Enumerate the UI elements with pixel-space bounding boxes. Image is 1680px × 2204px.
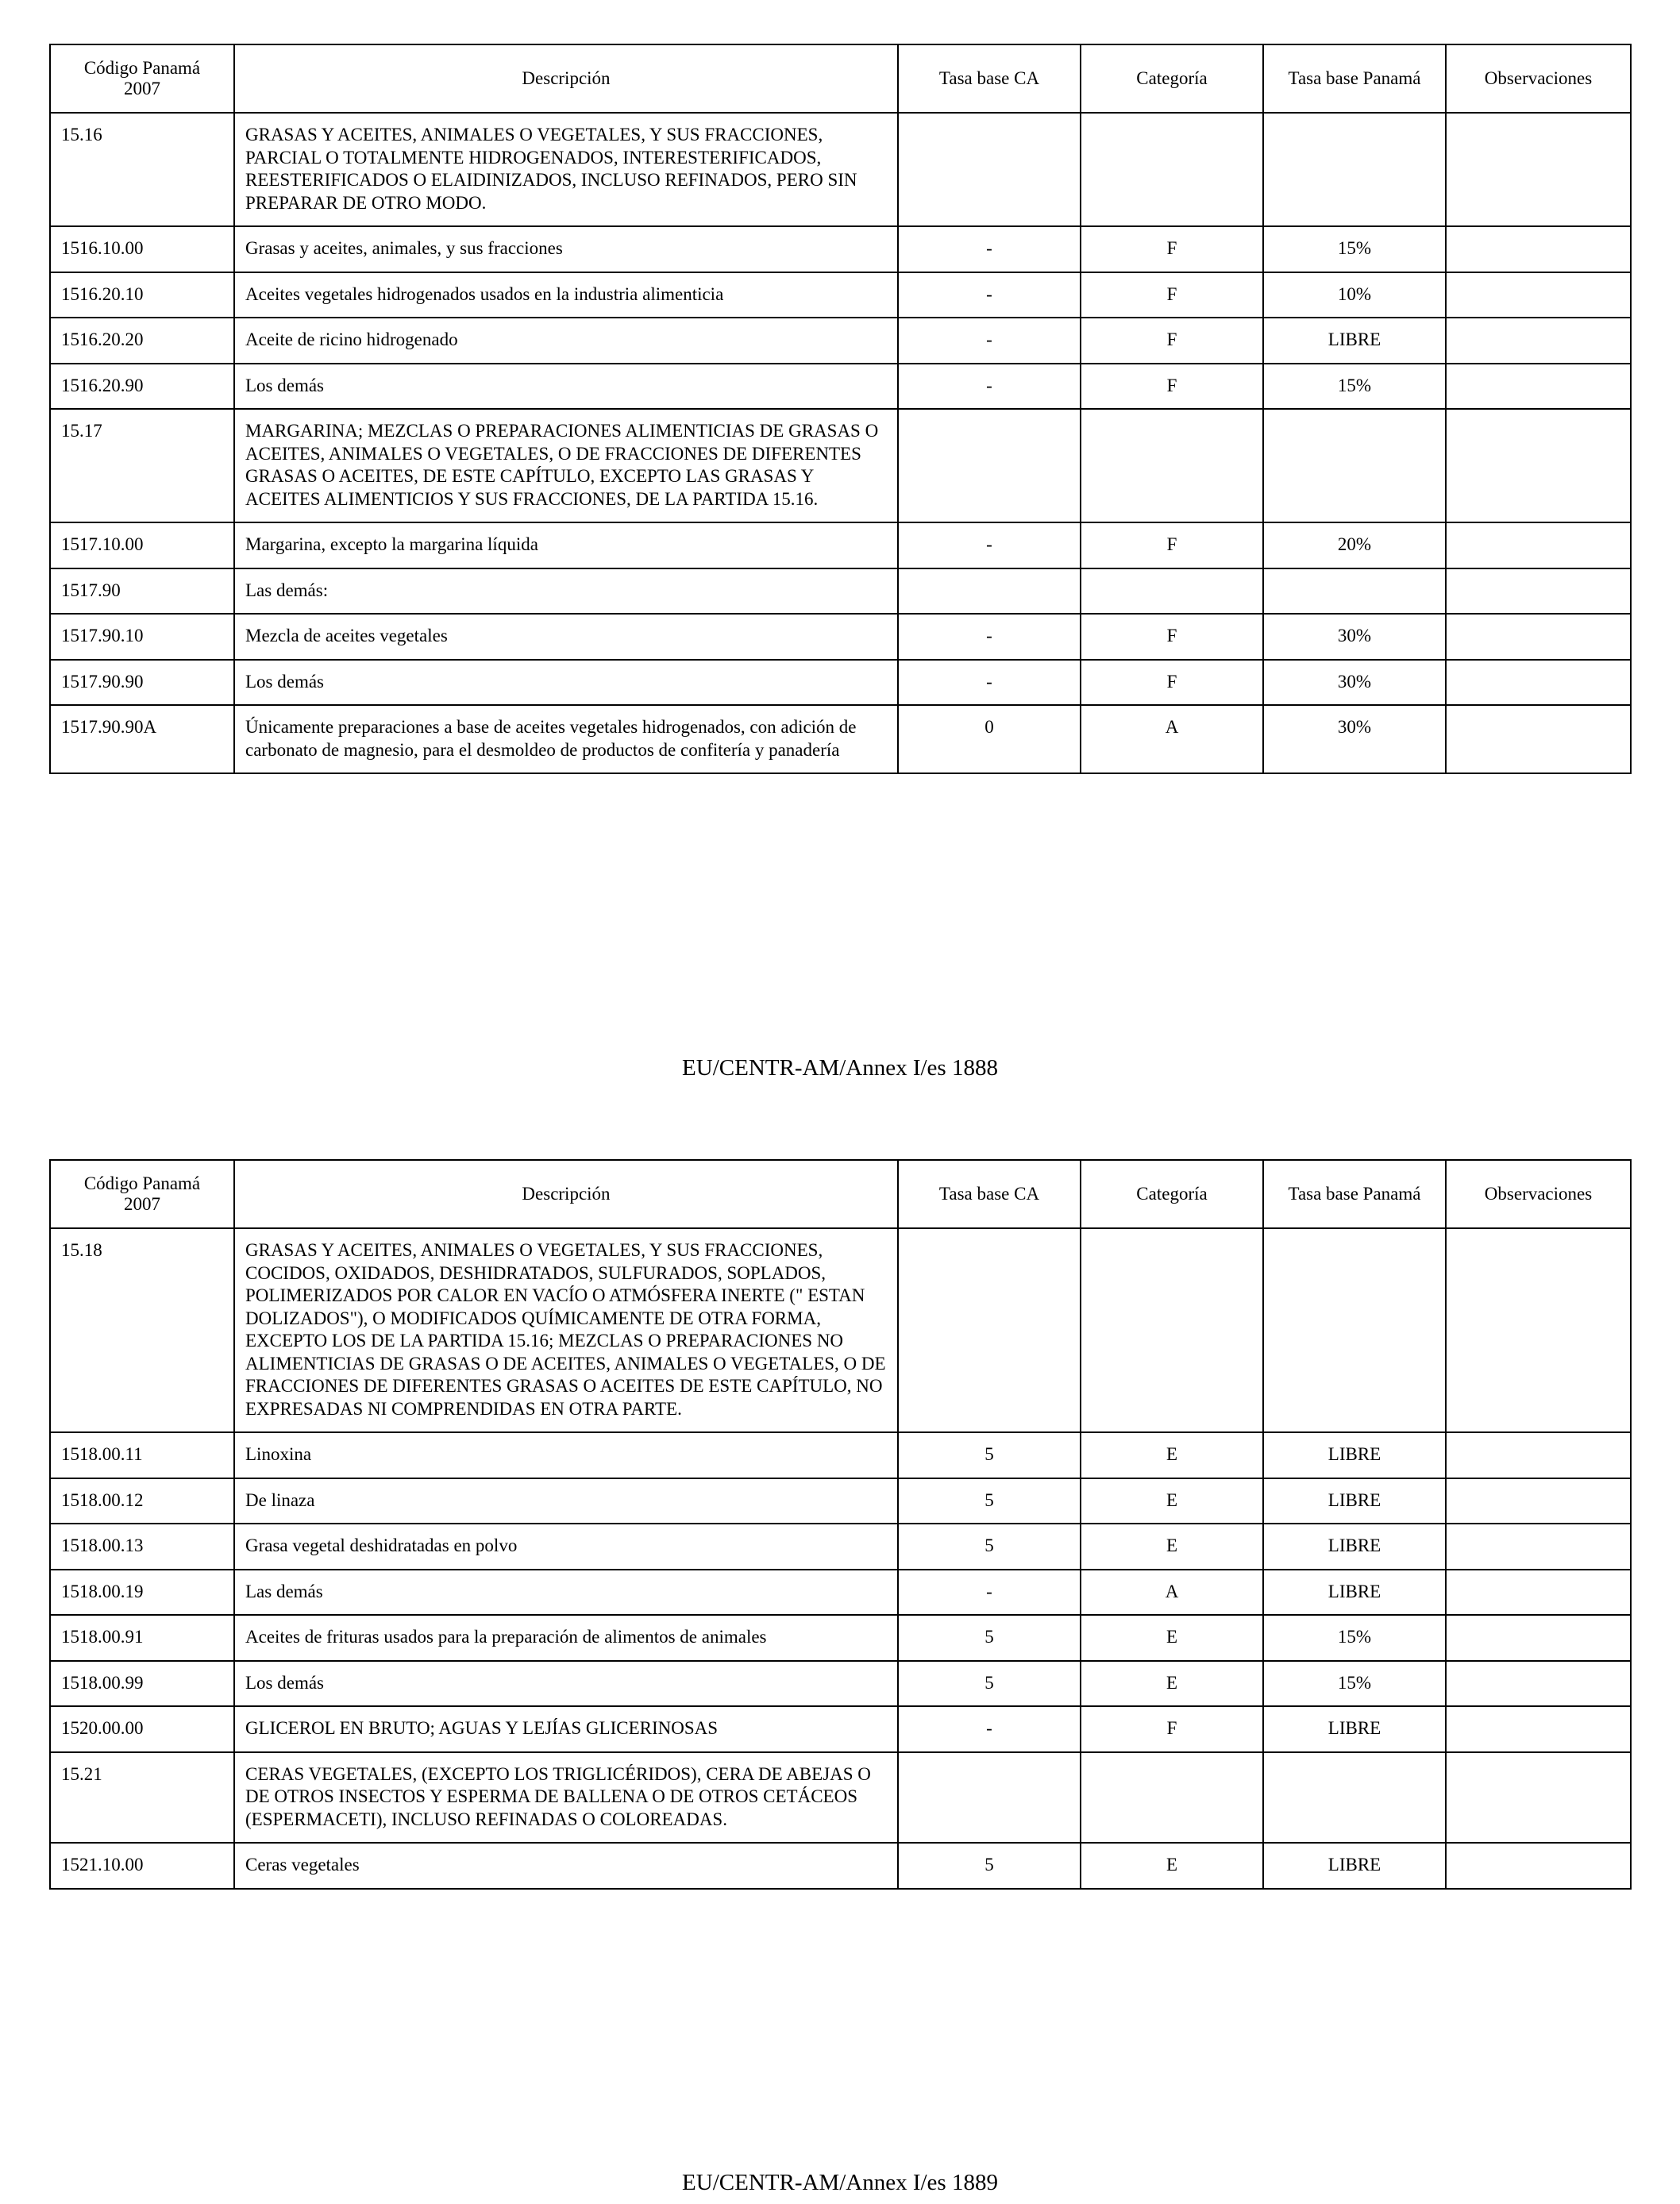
cell-categoria [1081,568,1263,615]
cell-descripcion: Ceras vegetales [234,1843,898,1889]
cell-tasa-base-panama: LIBRE [1263,318,1446,364]
cell-observaciones [1446,272,1631,318]
cell-tasa-base-panama [1263,1228,1446,1432]
cell-descripcion: Linoxina [234,1432,898,1478]
cell-tasa-base-panama [1263,568,1446,615]
table-row [50,272,1631,318]
table-row [50,568,1631,615]
cell-observaciones [1446,1615,1631,1661]
cell-categoria: E [1081,1615,1263,1661]
cell-codigo: 15.16 [50,113,234,226]
cell-tasa-base-ca: 5 [898,1524,1081,1570]
cell-categoria: F [1081,226,1263,272]
header-tasa-base-panama: Tasa base Panamá [1263,44,1446,113]
cell-tasa-base-ca: - [898,522,1081,568]
table-row [50,1570,1631,1616]
cell-codigo: 1521.10.00 [50,1843,234,1889]
header-tasa-base-ca: Tasa base CA [898,1160,1081,1228]
cell-observaciones [1446,226,1631,272]
cell-tasa-base-ca [898,409,1081,522]
cell-tasa-base-ca: - [898,272,1081,318]
cell-observaciones [1446,1843,1631,1889]
cell-tasa-base-panama: 15% [1263,1615,1446,1661]
cell-categoria: E [1081,1843,1263,1889]
cell-tasa-base-panama: 30% [1263,705,1446,773]
cell-descripcion: GLICEROL EN BRUTO; AGUAS Y LEJÍAS GLICERINOSAS [234,1706,898,1752]
cell-categoria: F [1081,1706,1263,1752]
header-observaciones: Observaciones [1446,1160,1631,1228]
cell-descripcion: De linaza [234,1478,898,1524]
table-row [50,1843,1631,1889]
cell-tasa-base-panama: 15% [1263,364,1446,410]
cell-descripcion: Grasa vegetal deshidratadas en polvo [234,1524,898,1570]
cell-categoria: F [1081,522,1263,568]
cell-codigo: 1518.00.19 [50,1570,234,1616]
cell-observaciones [1446,318,1631,364]
table-row [50,522,1631,568]
cell-tasa-base-ca: 0 [898,705,1081,773]
cell-descripcion: Mezcla de aceites vegetales [234,614,898,660]
cell-descripcion: Únicamente preparaciones a base de aceites vegetales hidrogenados, con adición de carbonato de magnesio, para el desmoldeo de productos de confitería y panadería [234,705,898,773]
cell-tasa-base-panama: 15% [1263,226,1446,272]
cell-categoria: E [1081,1478,1263,1524]
cell-tasa-base-panama: LIBRE [1263,1524,1446,1570]
cell-codigo: 1518.00.11 [50,1432,234,1478]
cell-descripcion: MARGARINA; MEZCLAS O PREPARACIONES ALIMENTICIAS DE GRASAS O ACEITES, ANIMALES O VEGETALES, O DE FRACCIONES DE DIFERENTES GRASAS O ACEITES, DE ESTE CAPÍTULO, EXCEPTO LAS GRASAS Y ACEITES ALIMENTICIOS Y SUS FRACCIONES, DE LA PARTIDA 15.16. [234,409,898,522]
table-row [50,113,1631,226]
table-row [50,705,1631,773]
page-footer-1: EU/CENTR-AM/Annex I/es 1888 [682,1055,998,1081]
cell-tasa-base-ca: 5 [898,1615,1081,1661]
cell-descripcion: GRASAS Y ACEITES, ANIMALES O VEGETALES, Y SUS FRACCIONES, COCIDOS, OXIDADOS, DESHIDRATADOS, SULFURADOS, SOPLADOS, POLIMERIZADOS POR CALOR EN VACÍO O ATMÓSFERA INERTE (" ESTAN DOLIZADOS"), O MODIFICADOS QUÍMICAMENTE DE OTRA FORMA, EXCEPTO LOS DE LA PARTIDA 15.16; MEZCLAS O PREPARACIONES NO ALIMENTICIAS DE GRASAS O DE ACEITES, ANIMALES O VEGETALES, O DE FRACCIONES DE DIFERENTES GRASAS O ACEITES DE ESTE CAPÍTULO, NO EXPRESADAS NI COMPRENDIDAS EN OTRA PARTE. [234,1228,898,1432]
cell-tasa-base-ca: - [898,614,1081,660]
table-row [50,318,1631,364]
cell-codigo: 1516.20.10 [50,272,234,318]
cell-categoria [1081,1228,1263,1432]
cell-tasa-base-ca [898,1752,1081,1844]
cell-descripcion: Aceites vegetales hidrogenados usados en la industria alimenticia [234,272,898,318]
cell-tasa-base-ca: - [898,1570,1081,1616]
cell-tasa-base-panama: 30% [1263,614,1446,660]
header-tasa-base-panama: Tasa base Panamá [1263,1160,1446,1228]
table-row [50,1524,1631,1570]
cell-tasa-base-panama [1263,113,1446,226]
header-codigo: Código Panamá 2007 [50,44,234,113]
cell-codigo: 1518.00.99 [50,1661,234,1707]
cell-observaciones [1446,364,1631,410]
cell-codigo: 1520.00.00 [50,1706,234,1752]
cell-codigo: 1517.90.90 [50,660,234,706]
cell-codigo: 15.18 [50,1228,234,1432]
header-tasa-base-ca: Tasa base CA [898,44,1081,113]
cell-codigo: 1517.90.90A [50,705,234,773]
cell-tasa-base-panama: LIBRE [1263,1570,1446,1616]
header-codigo: Código Panamá 2007 [50,1160,234,1228]
table-row [50,1706,1631,1752]
header-categoria: Categoría [1081,44,1263,113]
cell-tasa-base-panama [1263,1752,1446,1844]
cell-descripcion: CERAS VEGETALES, (EXCEPTO LOS TRIGLICÉRIDOS), CERA DE ABEJAS O DE OTROS INSECTOS Y ESPERMA DE BALLENA O DE OTROS CETÁCEOS (ESPERMACETI), INCLUSO REFINADAS O COLOREADAS. [234,1752,898,1844]
cell-tasa-base-panama: 30% [1263,660,1446,706]
table-row [50,1478,1631,1524]
cell-descripcion: Las demás [234,1570,898,1616]
table-row [50,1752,1631,1844]
cell-observaciones [1446,660,1631,706]
cell-tasa-base-panama: LIBRE [1263,1843,1446,1889]
header-descripcion: Descripción [234,1160,898,1228]
header-observaciones: Observaciones [1446,44,1631,113]
cell-observaciones [1446,1570,1631,1616]
cell-categoria: A [1081,705,1263,773]
cell-observaciones [1446,113,1631,226]
cell-tasa-base-panama: 10% [1263,272,1446,318]
tariff-table-2 [49,1159,1632,1890]
cell-tasa-base-ca: 5 [898,1843,1081,1889]
cell-descripcion: Grasas y aceites, animales, y sus fracciones [234,226,898,272]
cell-observaciones [1446,1752,1631,1844]
cell-categoria: E [1081,1432,1263,1478]
cell-categoria: A [1081,1570,1263,1616]
cell-observaciones [1446,1524,1631,1570]
cell-categoria [1081,1752,1263,1844]
table-row [50,614,1631,660]
cell-observaciones [1446,614,1631,660]
cell-categoria: F [1081,318,1263,364]
table-header-row [50,44,1631,113]
cell-descripcion: Las demás: [234,568,898,615]
cell-observaciones [1446,1478,1631,1524]
cell-descripcion: Margarina, excepto la margarina líquida [234,522,898,568]
table-row [50,409,1631,522]
cell-categoria [1081,113,1263,226]
cell-observaciones [1446,409,1631,522]
tariff-table-1 [49,44,1632,774]
cell-descripcion: Los demás [234,1661,898,1707]
cell-observaciones [1446,705,1631,773]
table-row [50,1661,1631,1707]
cell-categoria [1081,409,1263,522]
cell-categoria: F [1081,660,1263,706]
cell-tasa-base-panama: LIBRE [1263,1706,1446,1752]
cell-tasa-base-ca: - [898,1706,1081,1752]
table-header-row [50,1160,1631,1228]
cell-codigo: 1516.20.20 [50,318,234,364]
cell-observaciones [1446,568,1631,615]
cell-tasa-base-panama: 20% [1263,522,1446,568]
table-row [50,364,1631,410]
cell-tasa-base-ca: - [898,660,1081,706]
cell-tasa-base-ca: - [898,364,1081,410]
cell-codigo: 1517.10.00 [50,522,234,568]
table-row [50,1432,1631,1478]
cell-codigo: 1518.00.12 [50,1478,234,1524]
cell-categoria: E [1081,1524,1263,1570]
cell-descripcion: Los demás [234,364,898,410]
table-row [50,226,1631,272]
cell-tasa-base-ca [898,113,1081,226]
cell-descripcion: Aceites de frituras usados para la preparación de alimentos de animales [234,1615,898,1661]
cell-observaciones [1446,522,1631,568]
cell-tasa-base-panama: 15% [1263,1661,1446,1707]
cell-categoria: E [1081,1661,1263,1707]
cell-tasa-base-ca: 5 [898,1661,1081,1707]
cell-descripcion: Aceite de ricino hidrogenado [234,318,898,364]
cell-codigo: 1518.00.91 [50,1615,234,1661]
cell-tasa-base-panama: LIBRE [1263,1432,1446,1478]
cell-observaciones [1446,1661,1631,1707]
cell-tasa-base-ca: - [898,318,1081,364]
cell-categoria: F [1081,272,1263,318]
table-row [50,660,1631,706]
cell-codigo: 1517.90.10 [50,614,234,660]
cell-descripcion: Los demás [234,660,898,706]
cell-categoria: F [1081,614,1263,660]
cell-tasa-base-panama: LIBRE [1263,1478,1446,1524]
cell-tasa-base-ca: 5 [898,1432,1081,1478]
cell-categoria: F [1081,364,1263,410]
cell-tasa-base-ca [898,1228,1081,1432]
cell-tasa-base-panama [1263,409,1446,522]
page-footer-2: EU/CENTR-AM/Annex I/es 1889 [682,2170,998,2195]
table-row [50,1228,1631,1432]
cell-observaciones [1446,1228,1631,1432]
table-row [50,1615,1631,1661]
cell-tasa-base-ca: - [898,226,1081,272]
header-descripcion: Descripción [234,44,898,113]
cell-tasa-base-ca: 5 [898,1478,1081,1524]
cell-observaciones [1446,1706,1631,1752]
cell-descripcion: GRASAS Y ACEITES, ANIMALES O VEGETALES, Y SUS FRACCIONES, PARCIAL O TOTALMENTE HIDROGENADOS, INTERESTERIFICADOS, REESTERIFICADOS O ELAIDINIZADOS, INCLUSO REFINADOS, PERO SIN PREPARAR DE OTRO MODO. [234,113,898,226]
cell-tasa-base-ca [898,568,1081,615]
cell-codigo: 1516.10.00 [50,226,234,272]
cell-observaciones [1446,1432,1631,1478]
cell-codigo: 15.21 [50,1752,234,1844]
cell-codigo: 1516.20.90 [50,364,234,410]
header-categoria: Categoría [1081,1160,1263,1228]
cell-codigo: 1518.00.13 [50,1524,234,1570]
cell-codigo: 1517.90 [50,568,234,615]
cell-codigo: 15.17 [50,409,234,522]
